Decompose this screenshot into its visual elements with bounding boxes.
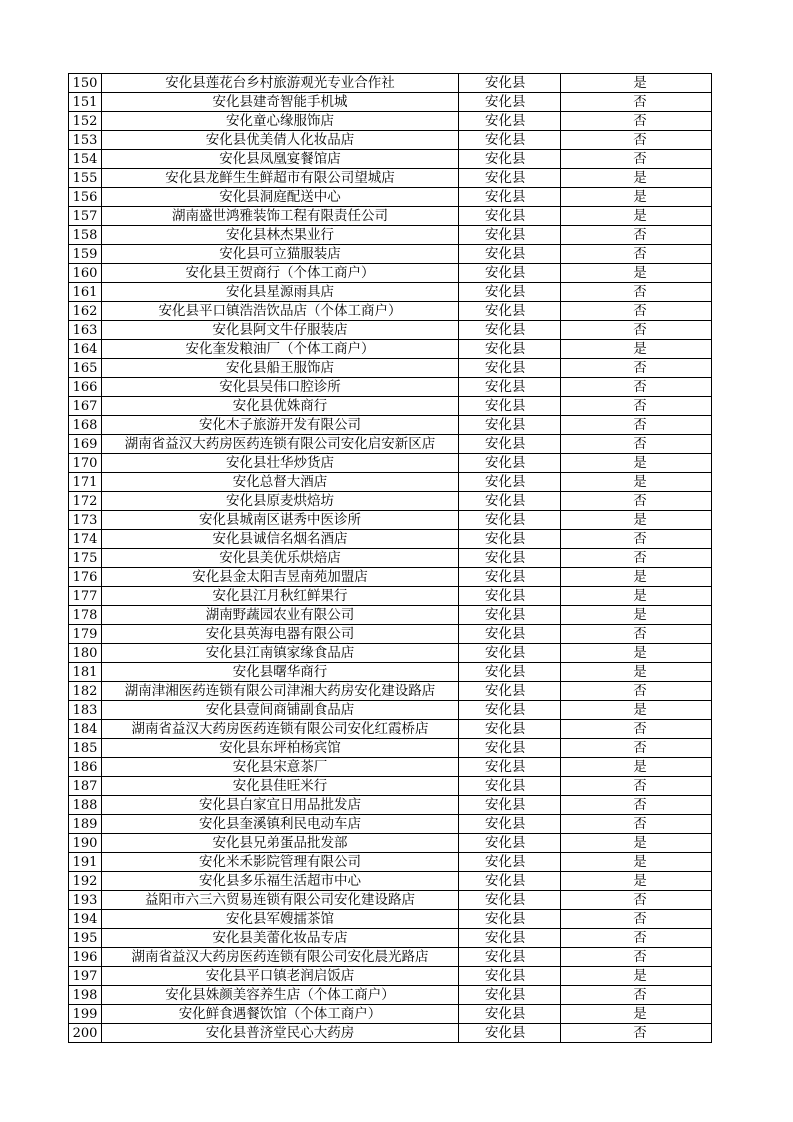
table-row (69, 682, 712, 701)
county-cell: 安化县 (459, 321, 561, 340)
business-name-cell: 安化县城南区谌秀中医诊所 (102, 511, 459, 530)
table-row (69, 511, 712, 530)
business-name-cell: 安化县壹间商铺副食品店 (102, 701, 459, 720)
business-name-cell: 安化总督大酒店 (102, 473, 459, 492)
status-flag-cell: 否 (561, 910, 712, 929)
business-name-cell: 安化县军嫂擂茶馆 (102, 910, 459, 929)
business-name-cell: 安化县莲花台乡村旅游观光专业合作社 (102, 74, 459, 93)
county-cell: 安化县 (459, 758, 561, 777)
business-name-cell: 安化县原麦烘焙坊 (102, 492, 459, 511)
table-row (69, 872, 712, 891)
status-flag-cell: 是 (561, 1005, 712, 1024)
business-name-cell: 安化县星源雨具店 (102, 283, 459, 302)
table-row (69, 929, 712, 948)
business-name-cell: 安化县多乐福生活超市中心 (102, 872, 459, 891)
status-flag-cell: 是 (561, 872, 712, 891)
row-number-cell: 165 (69, 359, 102, 378)
table-row (69, 435, 712, 454)
row-number-cell: 188 (69, 796, 102, 815)
row-number-cell: 199 (69, 1005, 102, 1024)
row-number-cell: 167 (69, 397, 102, 416)
county-cell: 安化县 (459, 986, 561, 1005)
business-name-cell: 安化县平口镇老润启饭店 (102, 967, 459, 986)
status-flag-cell: 否 (561, 549, 712, 568)
business-name-cell: 安化县优美倩人化妆品店 (102, 131, 459, 150)
status-flag-cell: 否 (561, 682, 712, 701)
business-name-cell: 安化县建奇智能手机城 (102, 93, 459, 112)
business-name-cell: 安化县江月秋红鲜果行 (102, 587, 459, 606)
row-number-cell: 186 (69, 758, 102, 777)
county-cell: 安化县 (459, 549, 561, 568)
business-name-cell: 安化县可立猫服装店 (102, 245, 459, 264)
business-name-cell: 安化县优姝商行 (102, 397, 459, 416)
business-name-cell: 安化奎发粮油厂（个体工商户） (102, 340, 459, 359)
county-cell: 安化县 (459, 1005, 561, 1024)
table-row (69, 1005, 712, 1024)
table-row (69, 207, 712, 226)
county-cell: 安化县 (459, 283, 561, 302)
business-name-cell: 安化县宋意茶厂 (102, 758, 459, 777)
status-flag-cell: 是 (561, 587, 712, 606)
table-row (69, 112, 712, 131)
county-cell: 安化县 (459, 302, 561, 321)
county-cell: 安化县 (459, 435, 561, 454)
registry-table (68, 73, 712, 1043)
county-cell: 安化县 (459, 891, 561, 910)
status-flag-cell: 是 (561, 834, 712, 853)
county-cell: 安化县 (459, 340, 561, 359)
county-cell: 安化县 (459, 1024, 561, 1043)
business-name-cell: 安化县江南镇家缘食品店 (102, 644, 459, 663)
row-number-cell: 172 (69, 492, 102, 511)
business-name-cell: 安化县东坪柏杨宾馆 (102, 739, 459, 758)
table-row (69, 739, 712, 758)
county-cell: 安化县 (459, 682, 561, 701)
business-name-cell: 安化木子旅游开发有限公司 (102, 416, 459, 435)
county-cell: 安化县 (459, 378, 561, 397)
table-row (69, 663, 712, 682)
county-cell: 安化县 (459, 910, 561, 929)
business-name-cell: 安化县姝颜美容养生店（个体工商户） (102, 986, 459, 1005)
county-cell: 安化县 (459, 872, 561, 891)
table-row (69, 245, 712, 264)
business-name-cell: 安化县阿文牛仔服装店 (102, 321, 459, 340)
table-row (69, 891, 712, 910)
status-flag-cell: 否 (561, 302, 712, 321)
business-name-cell: 安化县壮华炒货店 (102, 454, 459, 473)
row-number-cell: 187 (69, 777, 102, 796)
row-number-cell: 197 (69, 967, 102, 986)
business-name-cell: 安化县林杰果业行 (102, 226, 459, 245)
row-number-cell: 191 (69, 853, 102, 872)
table-row (69, 644, 712, 663)
table-row (69, 131, 712, 150)
business-name-cell: 湖南野蔬园农业有限公司 (102, 606, 459, 625)
status-flag-cell: 否 (561, 321, 712, 340)
status-flag-cell: 否 (561, 720, 712, 739)
status-flag-cell: 否 (561, 1024, 712, 1043)
table-row (69, 720, 712, 739)
county-cell: 安化县 (459, 188, 561, 207)
status-flag-cell: 否 (561, 93, 712, 112)
county-cell: 安化县 (459, 644, 561, 663)
table-row (69, 967, 712, 986)
county-cell: 安化县 (459, 112, 561, 131)
table-row (69, 416, 712, 435)
table-row (69, 834, 712, 853)
business-name-cell: 安化县奎溪镇利民电动车店 (102, 815, 459, 834)
county-cell: 安化县 (459, 131, 561, 150)
business-name-cell: 湖南省益汉大药房医药连锁有限公司安化晨光路店 (102, 948, 459, 967)
county-cell: 安化县 (459, 169, 561, 188)
table-row (69, 397, 712, 416)
county-cell: 安化县 (459, 492, 561, 511)
row-number-cell: 190 (69, 834, 102, 853)
business-name-cell: 安化县洞庭配送中心 (102, 188, 459, 207)
table-row (69, 796, 712, 815)
table-row (69, 188, 712, 207)
status-flag-cell: 是 (561, 967, 712, 986)
business-name-cell: 湖南省益汉大药房医药连锁有限公司安化红霞桥店 (102, 720, 459, 739)
table-row (69, 74, 712, 93)
row-number-cell: 161 (69, 283, 102, 302)
status-flag-cell: 否 (561, 739, 712, 758)
status-flag-cell: 是 (561, 473, 712, 492)
business-name-cell: 安化县吴伟口腔诊所 (102, 378, 459, 397)
business-name-cell: 安化县诚信名烟名酒店 (102, 530, 459, 549)
table-row (69, 568, 712, 587)
table-row (69, 150, 712, 169)
row-number-cell: 182 (69, 682, 102, 701)
county-cell: 安化县 (459, 815, 561, 834)
county-cell: 安化县 (459, 834, 561, 853)
table-row (69, 701, 712, 720)
county-cell: 安化县 (459, 150, 561, 169)
business-name-cell: 安化县凤凰宴餐馆店 (102, 150, 459, 169)
business-name-cell: 安化县金太阳吉昱南苑加盟店 (102, 568, 459, 587)
county-cell: 安化县 (459, 74, 561, 93)
table-row (69, 264, 712, 283)
table-row (69, 625, 712, 644)
business-name-cell: 安化县白家宜日用品批发店 (102, 796, 459, 815)
status-flag-cell: 否 (561, 359, 712, 378)
status-flag-cell: 否 (561, 625, 712, 644)
business-name-cell: 安化县王贺商行（个体工商户） (102, 264, 459, 283)
status-flag-cell: 否 (561, 948, 712, 967)
status-flag-cell: 否 (561, 815, 712, 834)
row-number-cell: 192 (69, 872, 102, 891)
county-cell: 安化县 (459, 226, 561, 245)
table-row (69, 1024, 712, 1043)
county-cell: 安化县 (459, 454, 561, 473)
table-row (69, 378, 712, 397)
table-row (69, 283, 712, 302)
status-flag-cell: 否 (561, 131, 712, 150)
table-row (69, 321, 712, 340)
business-name-cell: 湖南盛世鸿雅装饰工程有限责任公司 (102, 207, 459, 226)
status-flag-cell: 是 (561, 511, 712, 530)
table-row (69, 587, 712, 606)
table-row (69, 169, 712, 188)
row-number-cell: 184 (69, 720, 102, 739)
status-flag-cell: 是 (561, 701, 712, 720)
county-cell: 安化县 (459, 796, 561, 815)
county-cell: 安化县 (459, 511, 561, 530)
table-row (69, 530, 712, 549)
business-name-cell: 安化童心缘服饰店 (102, 112, 459, 131)
status-flag-cell: 否 (561, 112, 712, 131)
county-cell: 安化县 (459, 587, 561, 606)
table-row (69, 93, 712, 112)
business-name-cell: 安化县船王服饰店 (102, 359, 459, 378)
status-flag-cell: 否 (561, 891, 712, 910)
row-number-cell: 180 (69, 644, 102, 663)
county-cell: 安化县 (459, 625, 561, 644)
table-row (69, 492, 712, 511)
table-row (69, 454, 712, 473)
table-row (69, 606, 712, 625)
status-flag-cell: 是 (561, 264, 712, 283)
status-flag-cell: 否 (561, 796, 712, 815)
status-flag-cell: 否 (561, 492, 712, 511)
county-cell: 安化县 (459, 245, 561, 264)
business-name-cell: 安化县兄弟蛋品批发部 (102, 834, 459, 853)
status-flag-cell: 否 (561, 150, 712, 169)
table-row (69, 549, 712, 568)
county-cell: 安化县 (459, 473, 561, 492)
row-number-cell: 185 (69, 739, 102, 758)
status-flag-cell: 是 (561, 207, 712, 226)
row-number-cell: 150 (69, 74, 102, 93)
status-flag-cell: 是 (561, 568, 712, 587)
table-row (69, 948, 712, 967)
table-row (69, 340, 712, 359)
county-cell: 安化县 (459, 568, 561, 587)
county-cell: 安化县 (459, 397, 561, 416)
row-number-cell: 155 (69, 169, 102, 188)
county-cell: 安化县 (459, 207, 561, 226)
row-number-cell: 181 (69, 663, 102, 682)
status-flag-cell: 是 (561, 454, 712, 473)
row-number-cell: 164 (69, 340, 102, 359)
status-flag-cell: 是 (561, 644, 712, 663)
status-flag-cell: 是 (561, 606, 712, 625)
status-flag-cell: 是 (561, 853, 712, 872)
row-number-cell: 153 (69, 131, 102, 150)
row-number-cell: 169 (69, 435, 102, 454)
table-body (69, 74, 712, 1043)
business-name-cell: 安化县曙华商行 (102, 663, 459, 682)
county-cell: 安化县 (459, 416, 561, 435)
row-number-cell: 176 (69, 568, 102, 587)
table-row (69, 910, 712, 929)
row-number-cell: 162 (69, 302, 102, 321)
row-number-cell: 200 (69, 1024, 102, 1043)
county-cell: 安化县 (459, 967, 561, 986)
row-number-cell: 171 (69, 473, 102, 492)
status-flag-cell: 是 (561, 169, 712, 188)
business-name-cell: 益阳市六三六贸易连锁有限公司安化建设路店 (102, 891, 459, 910)
business-name-cell: 安化县龙鲜生生鲜超市有限公司望城店 (102, 169, 459, 188)
status-flag-cell: 否 (561, 986, 712, 1005)
business-name-cell: 安化县美蕾化妆品专店 (102, 929, 459, 948)
row-number-cell: 168 (69, 416, 102, 435)
row-number-cell: 156 (69, 188, 102, 207)
row-number-cell: 193 (69, 891, 102, 910)
county-cell: 安化县 (459, 853, 561, 872)
county-cell: 安化县 (459, 720, 561, 739)
status-flag-cell: 否 (561, 530, 712, 549)
row-number-cell: 158 (69, 226, 102, 245)
status-flag-cell: 是 (561, 340, 712, 359)
row-number-cell: 163 (69, 321, 102, 340)
table-row (69, 359, 712, 378)
business-name-cell: 安化县佳旺米行 (102, 777, 459, 796)
business-name-cell: 安化县普济堂民心大药房 (102, 1024, 459, 1043)
row-number-cell: 173 (69, 511, 102, 530)
table-row (69, 758, 712, 777)
row-number-cell: 194 (69, 910, 102, 929)
row-number-cell: 196 (69, 948, 102, 967)
business-name-cell: 安化米禾影院管理有限公司 (102, 853, 459, 872)
county-cell: 安化县 (459, 929, 561, 948)
business-name-cell: 湖南省益汉大药房医药连锁有限公司安化启安新区店 (102, 435, 459, 454)
row-number-cell: 154 (69, 150, 102, 169)
county-cell: 安化县 (459, 606, 561, 625)
county-cell: 安化县 (459, 93, 561, 112)
row-number-cell: 159 (69, 245, 102, 264)
row-number-cell: 177 (69, 587, 102, 606)
county-cell: 安化县 (459, 701, 561, 720)
status-flag-cell: 否 (561, 777, 712, 796)
county-cell: 安化县 (459, 663, 561, 682)
business-name-cell: 安化鲜食遇餐饮馆（个体工商户） (102, 1005, 459, 1024)
status-flag-cell: 否 (561, 245, 712, 264)
business-name-cell: 安化县美优乐烘焙店 (102, 549, 459, 568)
row-number-cell: 151 (69, 93, 102, 112)
county-cell: 安化县 (459, 948, 561, 967)
county-cell: 安化县 (459, 359, 561, 378)
row-number-cell: 198 (69, 986, 102, 1005)
business-name-cell: 安化县平口镇浩浩饮品店（个体工商户） (102, 302, 459, 321)
table-row (69, 853, 712, 872)
table-row (69, 473, 712, 492)
row-number-cell: 178 (69, 606, 102, 625)
business-name-cell: 安化县英海电器有限公司 (102, 625, 459, 644)
row-number-cell: 179 (69, 625, 102, 644)
status-flag-cell: 否 (561, 397, 712, 416)
table-row (69, 226, 712, 245)
business-name-cell: 湖南津湘医药连锁有限公司津湘大药房安化建设路店 (102, 682, 459, 701)
row-number-cell: 170 (69, 454, 102, 473)
status-flag-cell: 否 (561, 416, 712, 435)
table-row (69, 815, 712, 834)
table-row (69, 777, 712, 796)
status-flag-cell: 否 (561, 283, 712, 302)
status-flag-cell: 否 (561, 226, 712, 245)
row-number-cell: 195 (69, 929, 102, 948)
county-cell: 安化县 (459, 777, 561, 796)
row-number-cell: 175 (69, 549, 102, 568)
table-row (69, 302, 712, 321)
row-number-cell: 189 (69, 815, 102, 834)
row-number-cell: 183 (69, 701, 102, 720)
status-flag-cell: 是 (561, 758, 712, 777)
status-flag-cell: 否 (561, 929, 712, 948)
status-flag-cell: 是 (561, 663, 712, 682)
row-number-cell: 166 (69, 378, 102, 397)
status-flag-cell: 是 (561, 74, 712, 93)
table-row (69, 986, 712, 1005)
row-number-cell: 152 (69, 112, 102, 131)
county-cell: 安化县 (459, 530, 561, 549)
row-number-cell: 174 (69, 530, 102, 549)
county-cell: 安化县 (459, 739, 561, 758)
status-flag-cell: 否 (561, 378, 712, 397)
status-flag-cell: 否 (561, 435, 712, 454)
row-number-cell: 160 (69, 264, 102, 283)
county-cell: 安化县 (459, 264, 561, 283)
status-flag-cell: 是 (561, 188, 712, 207)
row-number-cell: 157 (69, 207, 102, 226)
